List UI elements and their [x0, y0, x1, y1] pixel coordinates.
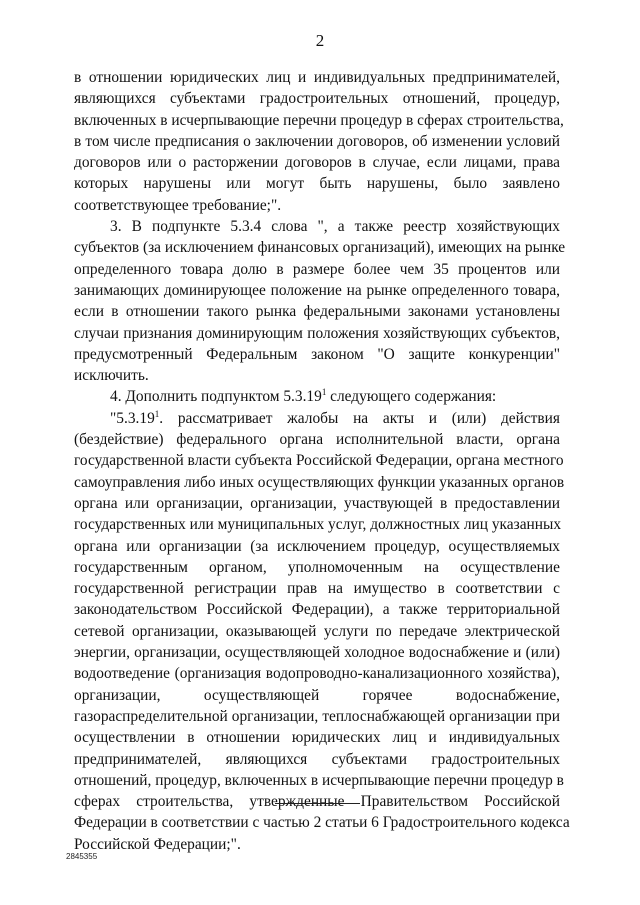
text-fragment: "5.3.19	[110, 409, 155, 427]
superscript: 1	[154, 408, 160, 419]
text-line: исключить.	[74, 367, 149, 385]
text-line: государственным органом, уполномоченным на осуществление	[74, 558, 560, 576]
text-line: предпринимателей, являющихся субъектами градостроительных	[74, 750, 560, 768]
text-line: органа или организации (за исключением процедур, осуществляемых	[74, 537, 560, 555]
text-line: являющихся субъектами градостроительных отношений, процедур,	[74, 90, 560, 108]
document-body	[74, 67, 570, 855]
text-line: законодательством Российской Федерации), а также территориальной	[74, 601, 560, 619]
text-line: Российской Федерации;".	[74, 835, 241, 853]
text-line: 3. В подпункте 5.3.4 слова ", а также реестр хозяйствующих	[110, 218, 560, 236]
document-code: 2845355	[66, 852, 98, 861]
text-line: в том числе предписания о заключении договоров, об изменении условий	[74, 132, 560, 150]
text-fragment: . рассматривает жалобы на акты и (или) действия	[159, 409, 560, 427]
text-line: предусмотренный Федеральным законом "О защите конкуренции"	[74, 345, 560, 363]
text-line: осуществлении в отношении юридических лиц и индивидуальных	[74, 729, 560, 747]
text-line: случаи признания доминирующим положения хозяйствующих субъектов,	[74, 324, 560, 342]
text-line-with-superscript	[74, 408, 560, 429]
text-line: организации, осуществляющей горячее водоснабжение,	[74, 686, 560, 704]
text-line: определенного товара долю в размере более чем 35 процентов или	[74, 260, 560, 278]
text-line: договоров или о расторжении договоров в случае, если лицами, права	[74, 154, 560, 172]
text-fragment: следующего содержания:	[326, 388, 497, 406]
text-fragment: 4. Дополнить подпунктом 5.3.19	[110, 388, 322, 406]
text-line: занимающих доминирующее положение на рынке определенного товара,	[74, 281, 560, 299]
page-number: 2	[315, 31, 325, 50]
text-line-with-superscript	[74, 386, 560, 407]
separator-line	[275, 803, 360, 804]
text-line: если в отношении такого рынка федеральными законами установлены	[74, 303, 560, 321]
text-line: соответствующее требование;".	[74, 196, 282, 214]
text-line: отношений, процедур, включенных в исчерпывающие перечни процедур в	[74, 771, 564, 789]
superscript: 1	[321, 387, 327, 398]
text-line: газораспределительной организации, теплоснабжающей организации при	[74, 707, 560, 725]
text-line: самоуправления либо иных осуществляющих функции указанных органов	[74, 473, 565, 491]
text-line: (бездействие) федерального органа исполнительной власти, органа	[74, 431, 560, 449]
text-line: энергии, организации, осуществляющей холодное водоснабжение и (или)	[74, 644, 560, 662]
text-line: государственной регистрации прав на имущество в соответствии с	[74, 580, 560, 598]
text-line: субъектов (за исключением финансовых организаций), имеющих на рынке	[74, 239, 566, 257]
text-line: сферах строительства, утвержденные Правительством Российской	[74, 793, 560, 811]
text-line: государственной власти субъекта Российской Федерации, органа местного	[74, 452, 564, 470]
text-line: в отношении юридических лиц и индивидуальных предпринимателей,	[74, 69, 560, 86]
text-line: органа или организации, организации, участвующей в предоставлении	[74, 494, 560, 512]
text-line: Федерации в соответствии с частью 2 статьи 6 Градостроительного кодекса	[74, 814, 570, 832]
text-line: сетевой организации, оказывающей услуги по передаче электрической	[74, 622, 560, 640]
text-line: которых нарушены или могут быть нарушены, было заявлено	[74, 175, 560, 193]
text-line: водоотведение (организация водопроводно-канализационного хозяйства),	[74, 665, 560, 683]
text-line: включенных в исчерпывающие перечни процедур в сферах строительства,	[74, 111, 564, 129]
text-line: государственных или муниципальных услуг, должностных лиц указанных	[74, 516, 562, 534]
